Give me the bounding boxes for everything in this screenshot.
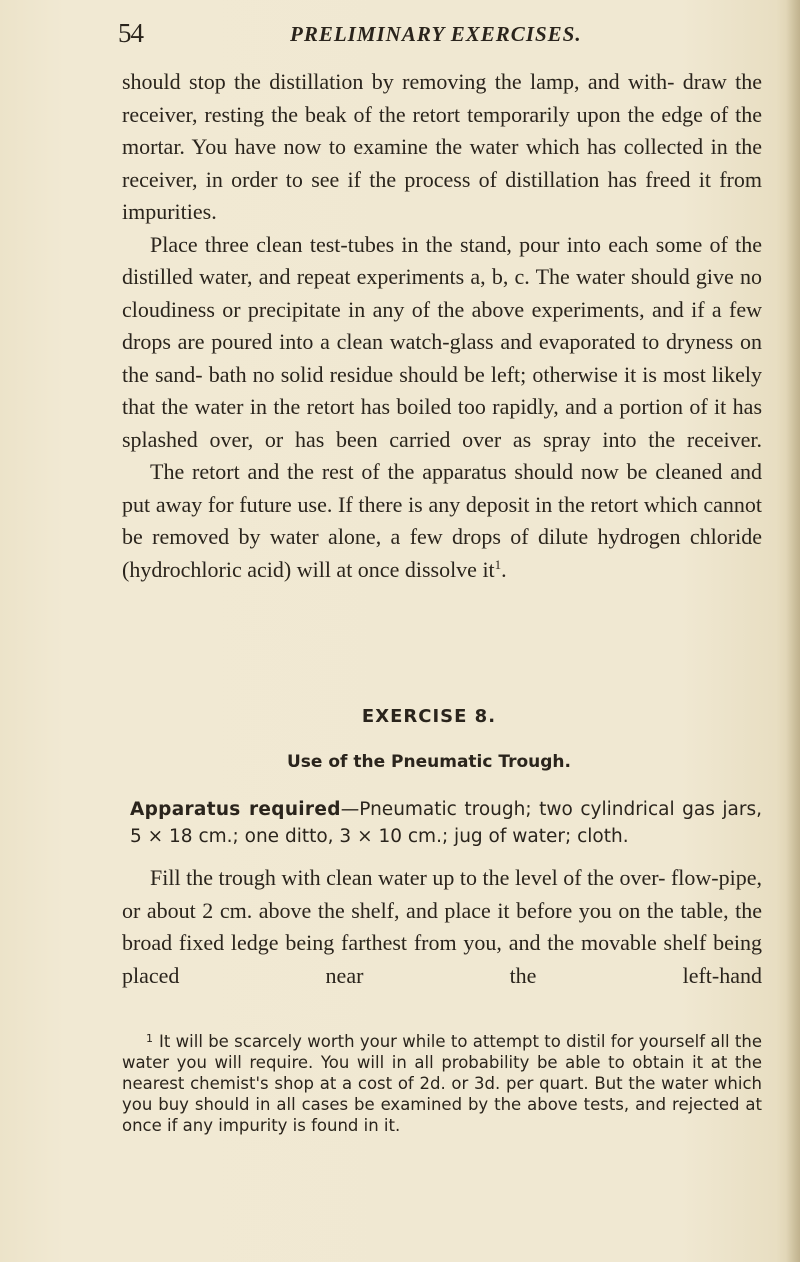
exercise-heading: [0, 706, 800, 727]
page-header: [118, 18, 758, 48]
main-text: [122, 66, 762, 586]
apparatus-list: [130, 796, 762, 850]
exercise-heading-text: EXERCISE 8.: [361, 706, 497, 727]
footnote-paragraph: [122, 1028, 762, 1136]
apparatus-text: —Pneumatic trough; two cylindrical gas jars, 5 × 18 cm.; one ditto, 3 × 10 cm.; jug of water; cloth.: [130, 799, 762, 847]
apparatus-label: Apparatus required: [130, 799, 341, 820]
exercise-subtitle: [0, 752, 800, 772]
paragraph-3-text: The retort and the rest of the apparatus should now be cleaned and put away for future use. If there is any deposit in the retort which cannot be removed by water alone, a few drops of dilute hydrogen chloride (hydrochloric acid) will at once dissolve it: [122, 459, 762, 582]
running-title: PRELIMINARY EXERCISES.: [290, 22, 582, 46]
paragraph-2: Place three clean test-tubes in the stand, pour into each some of the distilled water, and repeat experiments a, b, c. The water should give no cloudiness or precipitate in any of the above experiments, and if a few drops are poured into a clean watch-glass and evaporated to dryness on the sand- bath no solid residue should be left; otherwise it is most likely that the water in the retort has boiled too rapidly, and a portion of it has splashed over, or has been carried over as spray into the receiver.: [122, 231, 762, 452]
instruction-text: [122, 862, 762, 992]
page-edge-shadow: [786, 0, 800, 1262]
footnote-mark: 1: [146, 1032, 153, 1045]
footnote: [122, 1028, 762, 1136]
footnote-text: It will be scarcely worth your while to attempt to distil for yourself all the water you will require. You will in all probability be able to obtain it at the nearest chemist's shop at a cost of 2d. or 3d. per quart. But the water which you buy should in all cases be examined by the above tests, and rejected at once if any impurity is found in it.: [122, 1032, 762, 1135]
paragraph-3-end: .: [501, 556, 507, 582]
paragraph-1: should stop the distillation by removing the lamp, and with- draw the receiver, resting the beak of the retort temporarily upon the edge of the mortar. You have now to examine the water which has collected in the receiver, in order to see if the process of distillation has freed it from impurities.: [122, 69, 762, 224]
paragraph-3: [122, 456, 762, 586]
footnote-reference[interactable]: 1: [494, 556, 502, 572]
instruction-paragraph: Fill the trough with clean water up to the level of the over- flow-pipe, or about 2 cm. above the shelf, and place it before you on the table, the broad fixed ledge being farthest from you, and the movable shelf being placed near the left-hand: [122, 865, 762, 988]
page-number: 54: [118, 18, 143, 48]
exercise-subtitle-text: Use of the Pneumatic Trough.: [287, 752, 571, 772]
